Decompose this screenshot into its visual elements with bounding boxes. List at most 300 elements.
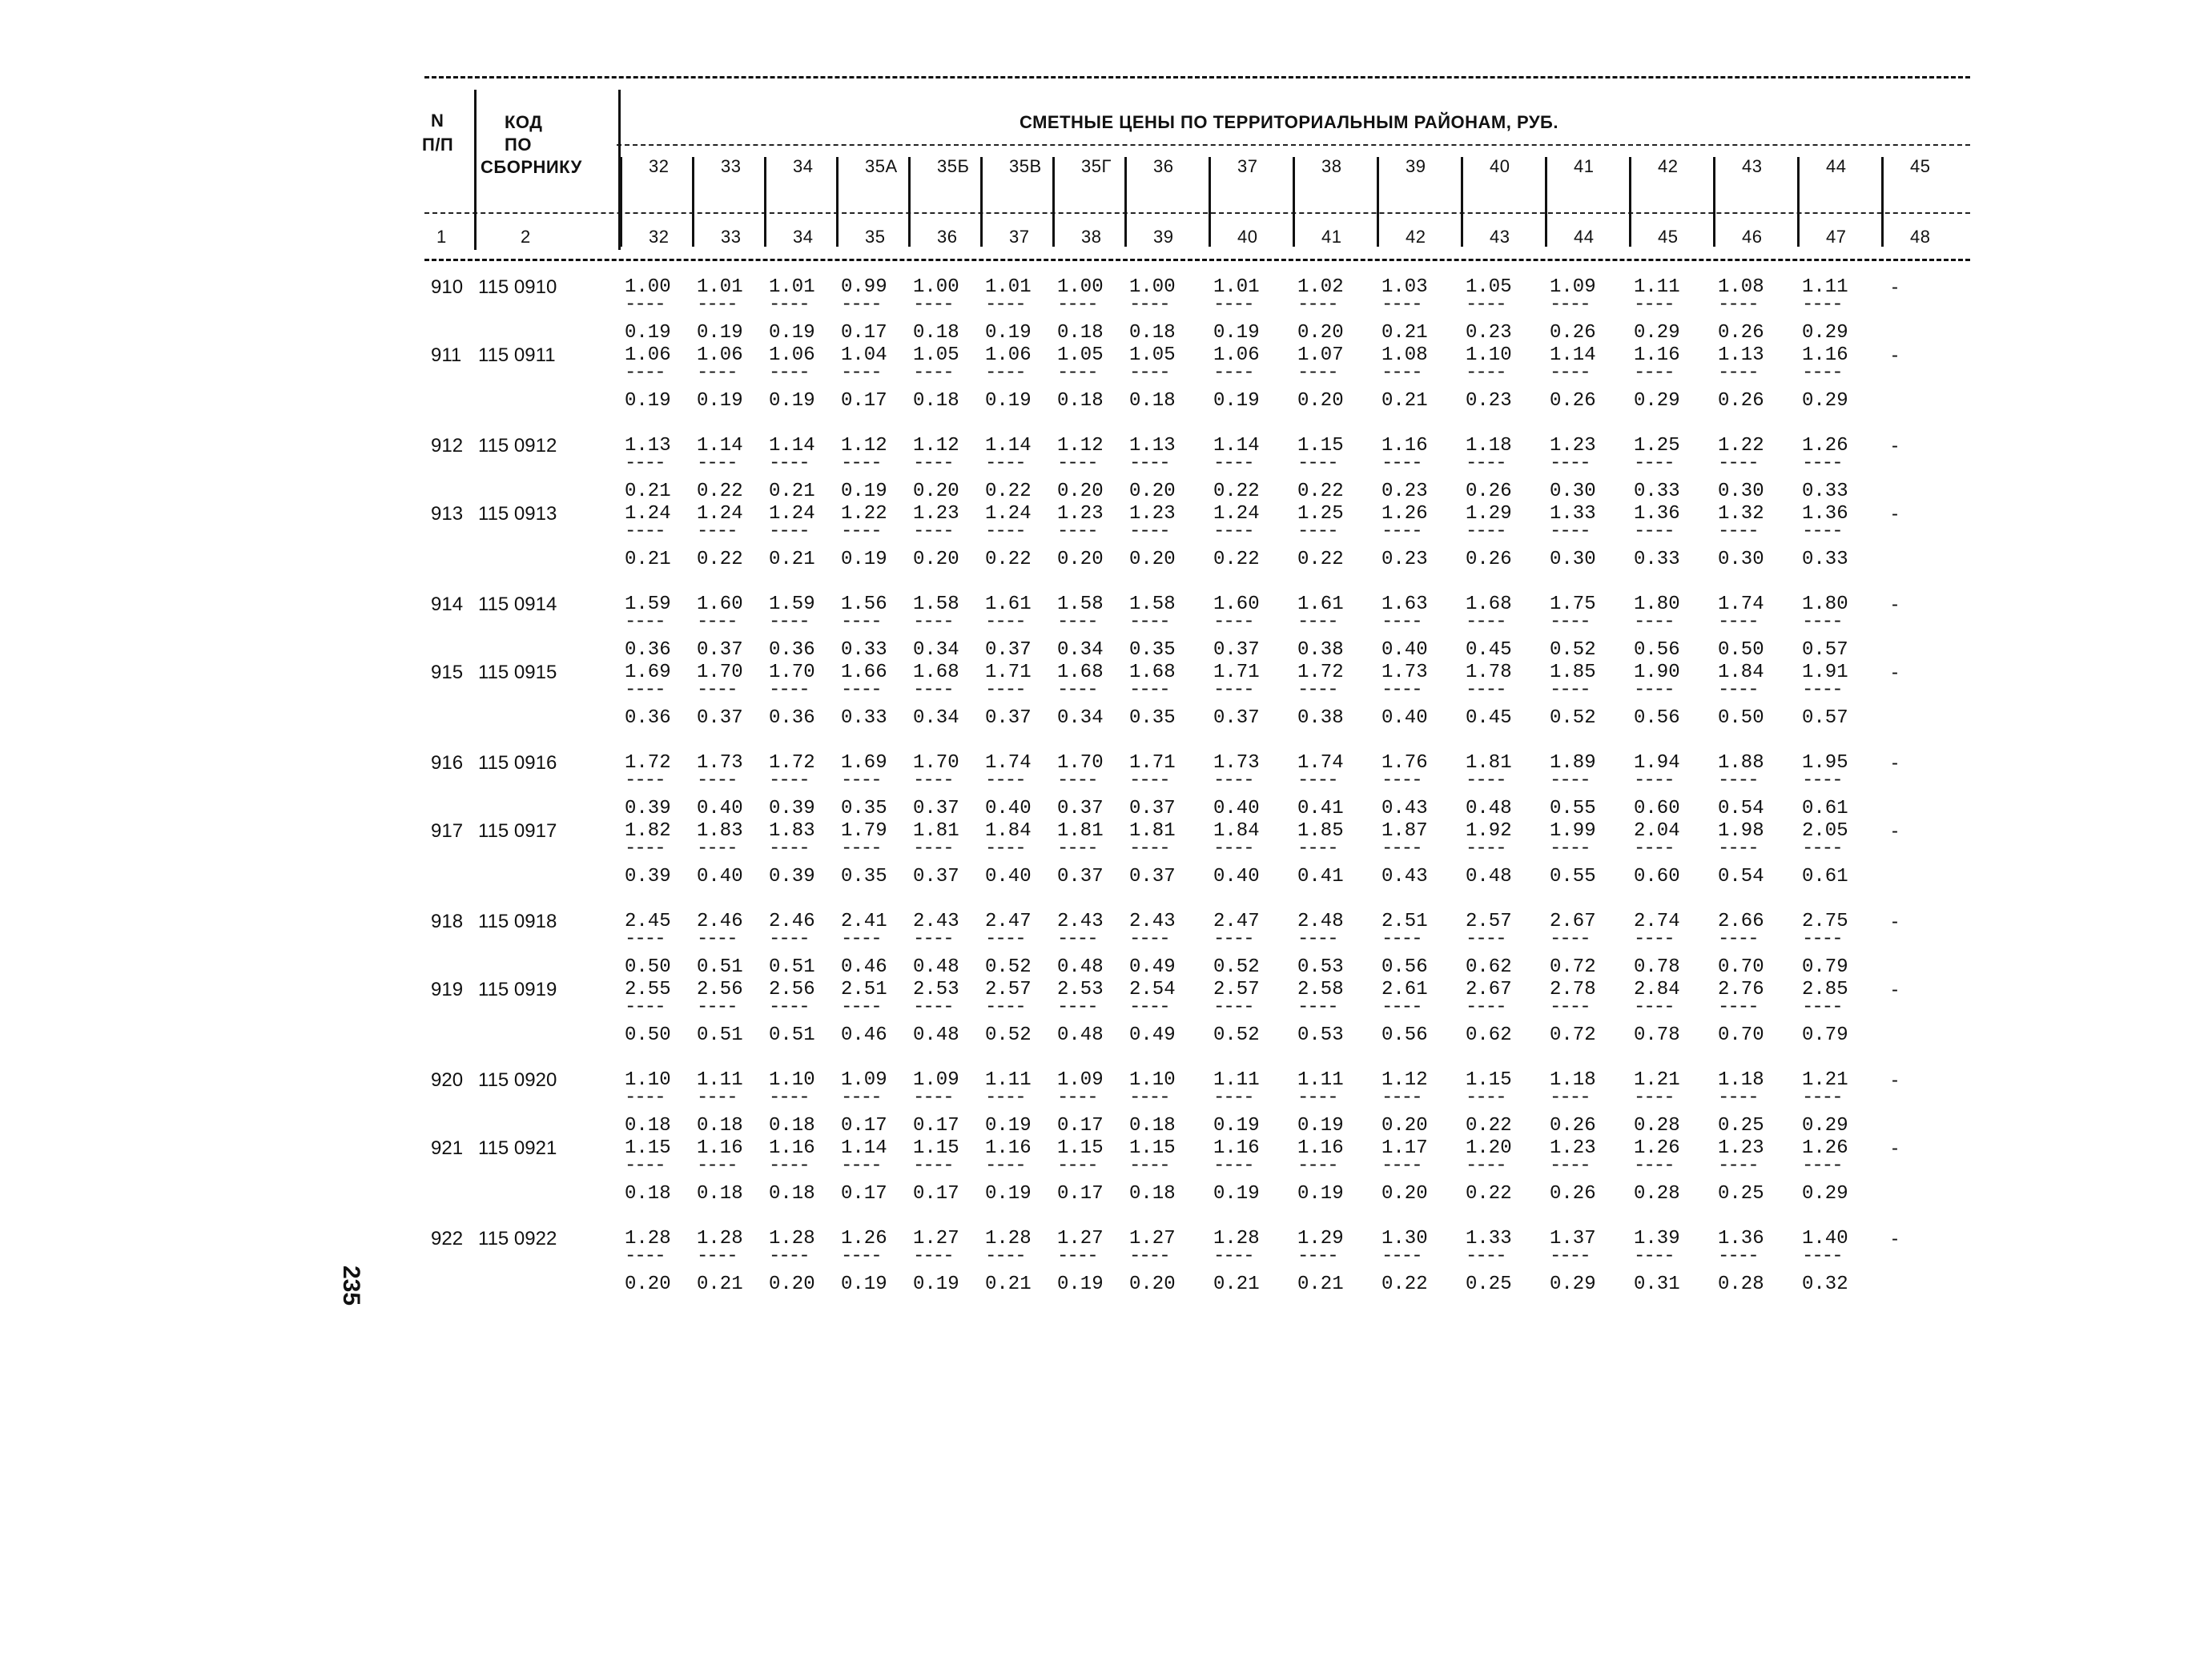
price-subvalue: 0.25 [1718,1115,1764,1137]
price-subvalue: 0.48 [913,1024,959,1046]
price-subvalue: 0.46 [841,1024,887,1046]
price-subvalue: 0.17 [841,1183,887,1205]
column-number: 43 [1490,227,1510,247]
price-value: 1.13 [625,435,671,457]
price-value: 1.69 [625,662,671,683]
price-subvalue: 0.78 [1634,956,1680,978]
price-value: 1.84 [1213,820,1260,842]
column-number: 37 [1009,227,1030,247]
fraction-bar: ---- [1057,928,1097,950]
price-subvalue: 0.40 [1213,866,1260,887]
fraction-bar: ---- [1057,1155,1097,1177]
price-value: 1.23 [1129,503,1176,525]
fraction-bar: ---- [841,1087,881,1109]
price-value: 1.11 [1213,1069,1260,1091]
fraction-bar: ---- [1213,521,1253,542]
empty-district-dash: - [1892,594,1898,615]
price-subvalue: 0.45 [1466,707,1512,729]
price-value: 1.16 [1634,344,1680,366]
fraction-bar: ---- [913,1246,953,1267]
column-number: 48 [1910,227,1931,247]
price-value: 1.28 [697,1228,743,1250]
header-divider [474,90,477,250]
fraction-bar: ---- [1802,1246,1842,1267]
fraction-bar: ---- [1634,521,1674,542]
price-value: 1.18 [1550,1069,1596,1091]
price-value: 1.80 [1634,594,1680,615]
price-value: 1.05 [1057,344,1104,366]
price-value: 2.05 [1802,820,1848,842]
price-subvalue: 0.17 [1057,1115,1104,1137]
price-subvalue: 0.37 [697,639,743,661]
price-value: 1.74 [1718,594,1764,615]
page-number: 235 [338,1266,364,1306]
price-subvalue: 0.19 [1297,1183,1344,1205]
price-value: 1.88 [1718,752,1764,774]
price-value: 1.26 [1802,1137,1848,1159]
fraction-bar: ---- [1802,679,1842,701]
price-value: 1.05 [913,344,959,366]
price-value: 1.29 [1466,503,1512,525]
price-subvalue: 0.18 [697,1115,743,1137]
price-value: 2.48 [1297,911,1344,932]
fraction-bar: ---- [1550,611,1590,633]
price-subvalue: 0.18 [625,1115,671,1137]
price-subvalue: 0.19 [697,322,743,344]
fraction-bar: ---- [1550,294,1590,316]
fraction-bar: ---- [1381,521,1422,542]
price-value: 2.43 [1057,911,1104,932]
price-subvalue: 0.56 [1634,707,1680,729]
price-value: 1.13 [1718,344,1764,366]
fraction-bar: ---- [1550,1087,1590,1109]
price-subvalue: 0.21 [697,1274,743,1295]
fraction-bar: ---- [1213,362,1253,384]
fraction-bar: ---- [1634,1246,1674,1267]
fraction-bar: ---- [913,1155,953,1177]
price-value: 1.30 [1381,1228,1428,1250]
column-divider [620,157,622,247]
fraction-bar: ---- [1466,838,1506,859]
fraction-bar: ---- [1057,770,1097,791]
empty-district-dash: - [1892,1228,1898,1250]
price-value: 1.02 [1297,276,1344,298]
price-value: 1.13 [1129,435,1176,457]
header-sub-rule [424,212,1970,214]
price-subvalue: 0.23 [1381,481,1428,502]
row-code: 115 0919 [478,979,557,1000]
column-number: 40 [1237,227,1258,247]
fraction-bar: ---- [1802,1155,1842,1177]
fraction-bar: ---- [985,770,1025,791]
district-header: 38 [1321,156,1342,176]
price-subvalue: 0.37 [1057,798,1104,819]
price-subvalue: 0.37 [1057,866,1104,887]
fraction-bar: ---- [1057,294,1097,316]
district-header: 35Г [1081,156,1112,176]
column-divider [764,157,766,247]
column-divider [692,157,694,247]
price-subvalue: 0.26 [1718,322,1764,344]
price-subvalue: 0.38 [1297,707,1344,729]
price-value: 1.24 [985,503,1032,525]
price-value: 1.75 [1550,594,1596,615]
price-subvalue: 0.40 [1213,798,1260,819]
row-number: 920 [431,1069,464,1091]
fraction-bar: ---- [1802,928,1842,950]
price-subvalue: 0.56 [1381,1024,1428,1046]
price-value: 1.69 [841,752,887,774]
price-value: 2.56 [697,979,743,1000]
price-value: 2.46 [697,911,743,932]
price-value: 1.25 [1297,503,1344,525]
fraction-bar: ---- [1802,838,1842,859]
fraction-bar: ---- [841,996,881,1018]
fraction-bar: ---- [841,838,881,859]
fraction-bar: ---- [697,928,737,950]
fraction-bar: ---- [1634,1155,1674,1177]
fraction-bar: ---- [769,928,809,950]
price-subvalue: 0.20 [913,481,959,502]
row-code: 115 0921 [478,1137,557,1159]
fraction-bar: ---- [1634,611,1674,633]
price-value: 1.37 [1550,1228,1596,1250]
row-number: 922 [431,1228,464,1250]
price-value: 1.06 [769,344,815,366]
fraction-bar: ---- [1213,1246,1253,1267]
price-subvalue: 0.53 [1297,1024,1344,1046]
row-code: 115 0916 [478,752,557,774]
row-code: 115 0918 [478,911,557,932]
fraction-bar: ---- [1381,453,1422,474]
fraction-bar: ---- [1057,838,1097,859]
price-subvalue: 0.22 [985,481,1032,502]
fraction-bar: ---- [769,1087,809,1109]
price-value: 1.11 [697,1069,743,1091]
price-subvalue: 0.30 [1718,481,1764,502]
fraction-bar: ---- [769,770,809,791]
price-subvalue: 0.60 [1634,798,1680,819]
price-subvalue: 0.20 [1297,322,1344,344]
price-subvalue: 0.26 [1718,390,1764,412]
price-value: 1.89 [1550,752,1596,774]
price-subvalue: 0.78 [1634,1024,1680,1046]
price-value: 1.23 [1057,503,1104,525]
price-value: 1.03 [1381,276,1428,298]
fraction-bar: ---- [1634,679,1674,701]
fraction-bar: ---- [1466,996,1506,1018]
fraction-bar: ---- [1129,1087,1169,1109]
price-value: 1.78 [1466,662,1512,683]
price-value: 1.04 [841,344,887,366]
price-subvalue: 0.18 [1129,322,1176,344]
price-value: 1.08 [1381,344,1428,366]
fraction-bar: ---- [769,838,809,859]
price-subvalue: 0.51 [697,956,743,978]
price-value: 1.10 [625,1069,671,1091]
price-subvalue: 0.37 [697,707,743,729]
fraction-bar: ---- [697,1087,737,1109]
price-value: 1.10 [1466,344,1512,366]
price-subvalue: 0.28 [1634,1183,1680,1205]
price-subvalue: 0.26 [1466,549,1512,570]
price-subvalue: 0.37 [1213,639,1260,661]
price-subvalue: 0.19 [985,322,1032,344]
price-subvalue: 0.18 [769,1115,815,1137]
column-divider [908,157,911,247]
price-subvalue: 0.21 [769,549,815,570]
price-subvalue: 0.20 [769,1274,815,1295]
header-code-label-3: СБОРНИКУ [481,157,582,177]
price-value: 1.01 [697,276,743,298]
price-value: 1.59 [769,594,815,615]
price-subvalue: 0.72 [1550,956,1596,978]
fraction-bar: ---- [1466,521,1506,542]
header-code-label: КОД [505,112,543,132]
price-subvalue: 0.30 [1550,481,1596,502]
fraction-bar: ---- [625,1087,665,1109]
fraction-bar: ---- [1129,521,1169,542]
district-header: 37 [1237,156,1258,176]
price-subvalue: 0.19 [985,390,1032,412]
fraction-bar: ---- [1381,611,1422,633]
fraction-bar: ---- [913,362,953,384]
price-subvalue: 0.30 [1550,549,1596,570]
price-subvalue: 0.22 [1213,481,1260,502]
price-subvalue: 0.41 [1297,798,1344,819]
price-value: 1.10 [769,1069,815,1091]
fraction-bar: ---- [1802,611,1842,633]
price-subvalue: 0.51 [697,1024,743,1046]
fraction-bar: ---- [1057,521,1097,542]
price-subvalue: 0.19 [697,390,743,412]
fraction-bar: ---- [1297,1246,1337,1267]
price-subvalue: 0.19 [1057,1274,1104,1295]
row-code: 115 0920 [478,1069,557,1091]
fraction-bar: ---- [913,1087,953,1109]
price-value: 1.58 [913,594,959,615]
price-value: 1.74 [1297,752,1344,774]
fraction-bar: ---- [625,928,665,950]
price-subvalue: 0.48 [1057,1024,1104,1046]
price-subvalue: 0.26 [1550,390,1596,412]
fraction-bar: ---- [1129,294,1169,316]
price-value: 1.09 [1550,276,1596,298]
price-value: 2.43 [913,911,959,932]
price-subvalue: 0.43 [1381,798,1428,819]
column-number: 36 [937,227,958,247]
price-value: 2.04 [1634,820,1680,842]
price-value: 1.56 [841,594,887,615]
fraction-bar: ---- [1381,1246,1422,1267]
price-value: 1.73 [1381,662,1428,683]
price-subvalue: 0.33 [1634,481,1680,502]
column-number: 44 [1574,227,1595,247]
price-value: 1.09 [913,1069,959,1091]
fraction-bar: ---- [1550,453,1590,474]
price-value: 1.16 [1802,344,1848,366]
fraction-bar: ---- [625,679,665,701]
price-value: 1.27 [1129,1228,1176,1250]
fraction-bar: ---- [1634,362,1674,384]
fraction-bar: ---- [985,996,1025,1018]
price-subvalue: 0.30 [1718,549,1764,570]
price-value: 1.26 [1381,503,1428,525]
price-value: 1.21 [1634,1069,1680,1091]
empty-district-dash: - [1892,979,1898,1000]
fraction-bar: ---- [1381,996,1422,1018]
price-subvalue: 0.18 [913,390,959,412]
price-value: 1.16 [1381,435,1428,457]
price-subvalue: 0.43 [1381,866,1428,887]
price-subvalue: 0.37 [1129,798,1176,819]
fraction-bar: ---- [1213,770,1253,791]
price-value: 2.61 [1381,979,1428,1000]
price-value: 1.81 [1466,752,1512,774]
price-value: 1.22 [841,503,887,525]
price-subvalue: 0.49 [1129,956,1176,978]
price-subvalue: 0.19 [769,390,815,412]
price-subvalue: 0.79 [1802,956,1848,978]
fraction-bar: ---- [625,838,665,859]
price-subvalue: 0.18 [1057,322,1104,344]
price-value: 1.07 [1297,344,1344,366]
price-value: 1.09 [841,1069,887,1091]
price-subvalue: 0.37 [1213,707,1260,729]
price-subvalue: 0.20 [1129,481,1176,502]
column-number: 47 [1826,227,1847,247]
price-subvalue: 0.48 [913,956,959,978]
column-divider [1629,157,1631,247]
empty-district-dash: - [1892,752,1898,774]
price-subvalue: 0.34 [913,639,959,661]
price-value: 1.26 [1634,1137,1680,1159]
price-subvalue: 0.28 [1634,1115,1680,1137]
price-subvalue: 0.22 [1297,549,1344,570]
price-value: 1.00 [1129,276,1176,298]
price-subvalue: 0.60 [1634,866,1680,887]
price-subvalue: 0.37 [985,639,1032,661]
fraction-bar: ---- [769,362,809,384]
price-subvalue: 0.19 [913,1274,959,1295]
price-subvalue: 0.36 [769,707,815,729]
fraction-bar: ---- [1634,294,1674,316]
price-subvalue: 0.22 [1381,1274,1428,1295]
fraction-bar: ---- [1297,838,1337,859]
fraction-bar: ---- [625,1246,665,1267]
fraction-bar: ---- [625,294,665,316]
price-subvalue: 0.20 [1129,549,1176,570]
fraction-bar: ---- [697,453,737,474]
column-number: 46 [1742,227,1763,247]
price-subvalue: 0.62 [1466,1024,1512,1046]
fraction-bar: ---- [913,996,953,1018]
fraction-bar: ---- [1129,996,1169,1018]
price-value: 1.32 [1718,503,1764,525]
price-value: 1.72 [769,752,815,774]
fraction-bar: ---- [1381,294,1422,316]
district-header: 34 [793,156,814,176]
fraction-bar: ---- [1213,679,1253,701]
row-number: 913 [431,503,464,525]
price-value: 1.83 [769,820,815,842]
price-value: 1.23 [1550,435,1596,457]
price-subvalue: 0.26 [1550,322,1596,344]
price-subvalue: 0.18 [1129,1183,1176,1205]
price-subvalue: 0.53 [1297,956,1344,978]
price-value: 1.98 [1718,820,1764,842]
price-subvalue: 0.20 [625,1274,671,1295]
price-subvalue: 0.56 [1381,956,1428,978]
district-header: 41 [1574,156,1595,176]
fraction-bar: ---- [841,1155,881,1177]
price-subvalue: 0.28 [1718,1274,1764,1295]
fraction-bar: ---- [985,521,1025,542]
price-subvalue: 0.20 [1057,549,1104,570]
price-value: 2.57 [1213,979,1260,1000]
fraction-bar: ---- [1466,294,1506,316]
row-number: 915 [431,662,464,683]
price-value: 1.01 [769,276,815,298]
price-subvalue: 0.52 [1550,639,1596,661]
fraction-bar: ---- [1718,453,1758,474]
fraction-bar: ---- [769,1155,809,1177]
fraction-bar: ---- [1718,996,1758,1018]
price-subvalue: 0.20 [913,549,959,570]
price-value: 1.01 [985,276,1032,298]
row-number: 912 [431,435,464,457]
price-subvalue: 0.45 [1466,639,1512,661]
price-subvalue: 0.19 [625,322,671,344]
price-value: 2.67 [1466,979,1512,1000]
fraction-bar: ---- [1297,770,1337,791]
price-value: 1.14 [1550,344,1596,366]
price-value: 1.14 [1213,435,1260,457]
price-value: 2.41 [841,911,887,932]
price-value: 1.05 [1466,276,1512,298]
price-value: 1.01 [1213,276,1260,298]
column-divider [1377,157,1379,247]
fraction-bar: ---- [697,838,737,859]
price-subvalue: 0.39 [769,866,815,887]
header-pp-label: П/П [422,135,454,155]
price-value: 1.20 [1466,1137,1512,1159]
price-value: 1.11 [1297,1069,1344,1091]
price-subvalue: 0.48 [1466,866,1512,887]
district-header: 42 [1658,156,1679,176]
price-value: 1.15 [1297,435,1344,457]
district-header: 36 [1153,156,1174,176]
fraction-bar: ---- [1057,453,1097,474]
fraction-bar: ---- [841,521,881,542]
price-subvalue: 0.39 [769,798,815,819]
price-value: 1.12 [841,435,887,457]
price-value: 2.67 [1550,911,1596,932]
price-subvalue: 0.29 [1802,390,1848,412]
price-value: 2.57 [1466,911,1512,932]
price-value: 1.33 [1550,503,1596,525]
fraction-bar: ---- [1634,453,1674,474]
price-value: 1.63 [1381,594,1428,615]
price-subvalue: 0.18 [769,1183,815,1205]
fraction-bar: ---- [625,611,665,633]
price-subvalue: 0.61 [1802,866,1848,887]
column-number: 33 [721,227,742,247]
price-subvalue: 0.17 [1057,1183,1104,1205]
price-subvalue: 0.19 [1213,1183,1260,1205]
table-title: СМЕТНЫЕ ЦЕНЫ ПО ТЕРРИТОРИАЛЬНЫМ РАЙОНАМ, РУБ. [1020,112,1558,132]
price-value: 2.51 [841,979,887,1000]
